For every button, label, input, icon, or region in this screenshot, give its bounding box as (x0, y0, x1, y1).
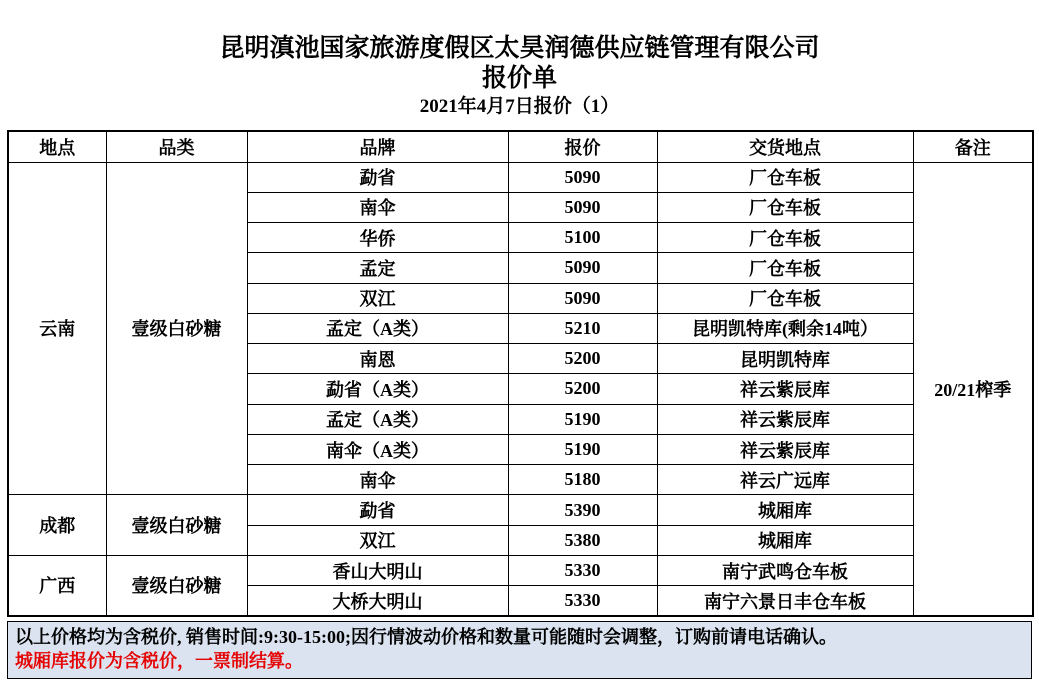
price-cell: 5100 (508, 223, 657, 253)
header-remark: 备注 (913, 131, 1033, 162)
location-cell: 云南 (8, 162, 106, 495)
brand-cell: 孟定（A类） (247, 404, 508, 434)
price-cell: 5190 (508, 434, 657, 464)
company-name: 昆明滇池国家旅游度假区太昊润德供应链管理有限公司 (219, 35, 820, 62)
table-row (8, 555, 1033, 585)
brand-cell: 孟定（A类） (247, 313, 508, 343)
delivery-cell: 南宁六景日丰仓车板 (657, 586, 913, 616)
brand-cell: 勐省 (247, 495, 508, 525)
delivery-cell: 昆明凯特库(剩余14吨） (657, 313, 913, 343)
price-cell: 5090 (508, 253, 657, 283)
price-cell: 5090 (508, 192, 657, 222)
brand-cell: 华侨 (247, 223, 508, 253)
header-brand: 品牌 (247, 131, 508, 162)
brand-cell: 香山大明山 (247, 555, 508, 585)
brand-cell: 勐省 (247, 162, 508, 192)
price-cell: 5380 (508, 525, 657, 555)
category-cell: 壹级白砂糖 (106, 495, 247, 556)
brand-cell: 双江 (247, 283, 508, 313)
header-delivery: 交货地点 (657, 131, 913, 162)
remark-cell: 20/21榨季 (913, 162, 1033, 616)
document-type: 报价单 (481, 65, 557, 92)
price-cell: 5330 (508, 555, 657, 585)
delivery-cell: 厂仓车板 (657, 162, 913, 192)
delivery-cell: 厂仓车板 (657, 283, 913, 313)
delivery-cell: 南宁武鸣仓车板 (657, 555, 913, 585)
delivery-cell: 昆明凯特库 (657, 344, 913, 374)
location-cell: 成都 (8, 495, 106, 556)
brand-cell: 勐省（A类） (247, 374, 508, 404)
table-row (8, 495, 1033, 525)
quote-table-body (8, 162, 1033, 616)
brand-cell: 双江 (247, 525, 508, 555)
price-cell: 5180 (508, 465, 657, 495)
quote-date: 2021年4月7日报价（1） (419, 96, 620, 117)
price-cell: 5330 (508, 586, 657, 616)
brand-cell: 南伞 (247, 465, 508, 495)
footer-note-red: 城厢库报价为含税价，一票制结算。 (15, 651, 303, 671)
price-cell: 5090 (508, 162, 657, 192)
header-location: 地点 (8, 131, 106, 162)
table-row (8, 162, 1033, 192)
price-cell: 5200 (508, 344, 657, 374)
price-cell: 5090 (508, 283, 657, 313)
category-cell: 壹级白砂糖 (106, 162, 247, 495)
title-block (0, 34, 1039, 120)
delivery-cell: 城厢库 (657, 525, 913, 555)
header-category: 品类 (106, 131, 247, 162)
brand-cell: 大桥大明山 (247, 586, 508, 616)
delivery-cell: 厂仓车板 (657, 192, 913, 222)
delivery-cell: 厂仓车板 (657, 253, 913, 283)
delivery-cell: 祥云广远库 (657, 465, 913, 495)
price-cell: 5190 (508, 404, 657, 434)
category-cell: 壹级白砂糖 (106, 555, 247, 616)
footer-note-box (7, 621, 1032, 679)
brand-cell: 南恩 (247, 344, 508, 374)
footer-note-black: 以上价格均为含税价, 销售时间:9:30-15:00;因行情波动价格和数量可能随时会调整，订购前请电话确认。 (15, 627, 837, 647)
delivery-cell: 祥云紫辰库 (657, 434, 913, 464)
delivery-cell: 厂仓车板 (657, 223, 913, 253)
delivery-cell: 城厢库 (657, 495, 913, 525)
delivery-cell: 祥云紫辰库 (657, 404, 913, 434)
price-cell: 5200 (508, 374, 657, 404)
price-cell: 5390 (508, 495, 657, 525)
delivery-cell: 祥云紫辰库 (657, 374, 913, 404)
location-cell: 广西 (8, 555, 106, 616)
table-header-row (8, 131, 1033, 162)
brand-cell: 南伞 (247, 192, 508, 222)
quotation-table (7, 130, 1034, 617)
header-price: 报价 (508, 131, 657, 162)
brand-cell: 南伞（A类） (247, 434, 508, 464)
price-cell: 5210 (508, 313, 657, 343)
brand-cell: 孟定 (247, 253, 508, 283)
